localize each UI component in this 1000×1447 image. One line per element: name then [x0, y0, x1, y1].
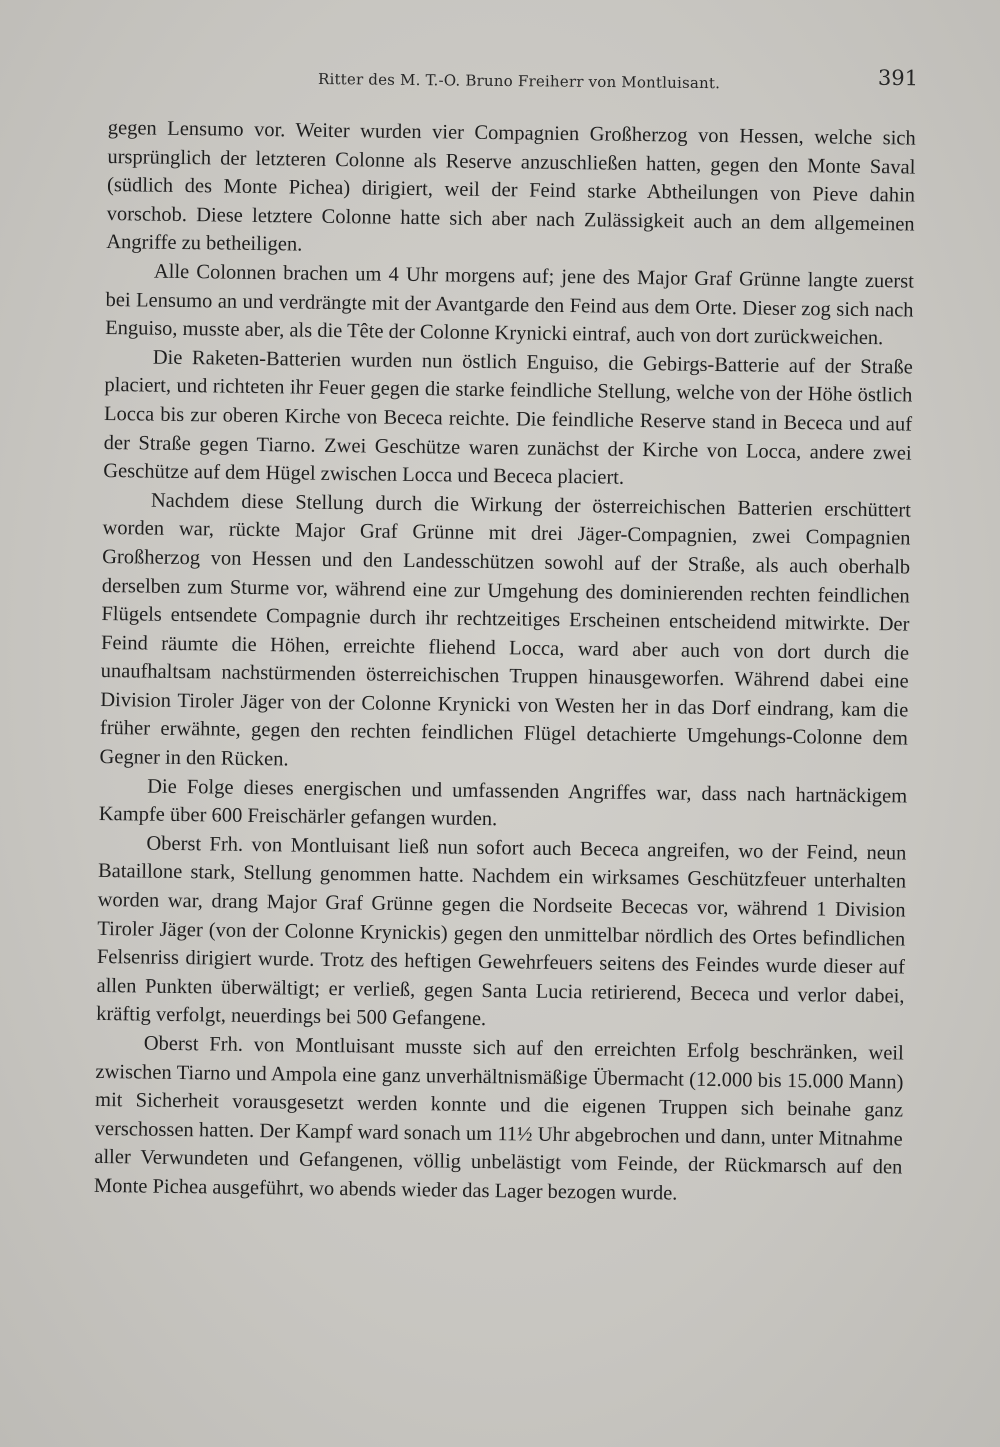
paragraph-3: Die Raketen-Batterien wurden nun östlich Enguiso, die Gebirgs-Batterie auf der Straße placiert, und richteten ihr Feuer gegen die starke feindliche Stellung, welche von der Höhe östlich Locca bis zur oberen Kirche von Bececa reichte. Die feindliche Reserve stand in Bececa und auf der Straße gegen Tiarno. Zwei Geschütze waren zunächst der Kirche von Locca, andere zwei Geschütze auf dem Hügel zwischen Locca und Bececa placiert.	[103, 346, 913, 489]
running-title: Ritter des M. T.-O. Bruno Freiherr von Montluisant.	[317, 70, 721, 93]
paragraph-5: Die Folge dieses energischen und umfassenden Angriffes war, dass nach hartnäckigem Kampfe über 600 Freischärler gefangen wurden.	[98, 775, 908, 831]
page-header	[108, 66, 918, 96]
paragraph-6: Oberst Frh. von Montluisant ließ nun sofort auch Bececa angreifen, wo der Feind, neun Bataillone stark, Stellung genommen hatte. Nachdem ein wirksames Geschützfeuer unterhalten worden war, drang Major Graf Grünne gegen die Nordseite Bececas vor, während 1 Division Tiroler Jäger (von der Colonne Krynickis) gegen den unmittelbar nördlich des Ortes befindlichen Felsenriss dirigiert wurde. Trotz des heftigen Gewehrfeuers seitens des Feindes wurde dieser auf allen Punkten überwältigt; er verließ, gegen Santa Lucia retirierend, Bececa und verlor dabei, kräftig verfolgt, neuerdings bei 500 Gefangene.	[96, 832, 907, 1031]
page-number: 391	[877, 65, 919, 91]
paragraph-7: Oberst Frh. von Montluisant musste sich auf den erreichten Erfolg beschränken, weil zwischen Tiarno und Ampola eine ganz unverhältnismäßige Übermacht (12.000 bis 15.000 Mann) mit Sicherheit vorausgesetzt werden konnte und die eigenen Truppen sich beinahe ganz verschossen hatten. Der Kampf ward sonach um 11½ Uhr abgebrochen und dann, unter Mitnahme aller Verwundeten und Gefangenen, völlig unbelästigt vom Feinde, der Rückmarsch auf den Monte Pichea ausgeführt, wo abends wieder das Lager bezogen wurde.	[93, 1032, 904, 1205]
paragraph-2: Alle Colonnen brachen um 4 Uhr morgens auf; jene des Major Graf Grünne langte zuerst bei Lensumo an und verdrängte mit der Avantgarde den Feind aus dem Orte. Dieser zog sich nach Enguiso, musste aber, als die Tête der Colonne Krynicki eintraf, auch von dort zurückweichen.	[105, 260, 915, 350]
body-text	[94, 114, 916, 1211]
paragraph-4: Nachdem diese Stellung durch die Wirkung der österreichischen Batterien erschüttert worden war, rückte Major Graf Grünne mit drei Jäger-Compagnien, zwei Compagnien Großherzog von Hessen und den Landesschützen sowohl auf der Straße, als auch oberhalb derselben zum Sturme vor, während eine zur Umgehung des dominierenden rechten feindlichen Flügels entsendete Compagnie durch ihr rechtzeitiges Erscheinen entscheidend mitwirkte. Der Feind räumte die Höhen, erreichte fliehend Locca, ward aber auch von dort durch die unaufhaltsam nachstürmenden österreichischen Truppen hinausgeworfen. Während dabei eine Division Tiroler Jäger von der Colonne Krynicki von Westen her in das Dorf eindrang, kam die früher erwähnte, gegen den rechten feindlichen Flügel detachierte Umgehungs-Colonne dem Gegner in den Rücken.	[99, 489, 912, 771]
paragraph-1: gegen Lensumo vor. Weiter wurden vier Compagnien Großherzog von Hessen, welche sich ursprünglich der letzteren Colonne als Reserve anzuschließen hatten, gegen den Monte Saval (südlich des Monte Pichea) dirigiert, weil der Feind starke Abtheilungen von Pieve dahin vorschob. Diese letztere Colonne hatte sich aber nach Zulässigkeit auch an dem allgemeinen Angriffe zu betheiligen.	[106, 116, 916, 256]
